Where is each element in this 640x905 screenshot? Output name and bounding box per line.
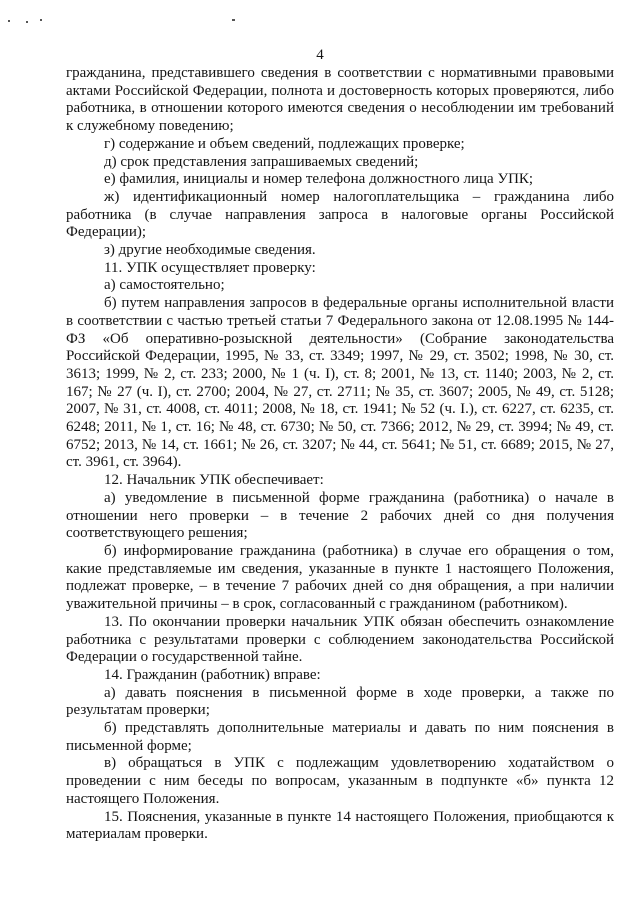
scan-speck	[40, 19, 42, 21]
paragraph: 14. Гражданин (работник) вправе:	[104, 666, 321, 683]
paragraph: 13. По окончании проверки начальник УПК обязан обеспечить ознакомление работника с результатами проверки с соблюдением законодательства Российской Федерации о государственной тайне.	[66, 613, 614, 666]
scan-speck	[232, 19, 235, 21]
paragraph: 15. Пояснения, указанные в пункте 14 настоящего Положения, приобщаются к материалам проверки.	[66, 808, 614, 843]
paragraph: а) самостоятельно;	[104, 277, 225, 294]
paragraph: гражданина, представившего сведения в соответствии с нормативными правовыми актами Российской Федерации, полнота и достоверность которых проверяются, либо работника, в отношении которого имеются сведения о несоблюдении им требований к служебному поведению;	[66, 65, 614, 135]
paragraph: б) путем направления запросов в федеральные органы исполнительной власти в соответствии с частью третьей статьи 7 Федерального закона от 12.08.1995 № 144-ФЗ «Об оперативно-розыскной деятельности» (Собрание законодательства Российской Федерации, 1995, № 33, ст. 3349; 1997, № 29, ст. 3502; 1998, № 30, ст. 3613; 1999, № 2, ст. 233; 2000, № 1 (ч. I), ст. 8; 2001, № 13, ст. 1140; 2003, № 2, ст. 167; № 27 (ч. I), ст. 2700; 2004, № 27, ст. 2711; № 35, ст. 3607; 2005, № 49, ст. 5128; 2007, № 31, ст. 4008, ст. 4011; 2008, № 18, ст. 1941; № 52 (ч. I.), ст. 6227, ст. 6235, ст. 6248; 2011, № 1, ст. 16; № 48, ст. 6730; № 50, ст. 7366; 2012, № 29, ст. 3994; № 49, ст. 6752; 2013, № 14, ст. 1661; № 26, ст. 3207; № 44, ст. 5641; № 51, ст. 6689; 2015, № 27, ст. 3961, ст. 3964).	[66, 295, 614, 471]
paragraph: а) уведомление в письменной форме гражданина (работника) о начале в отношении него проверки – в течение 2 рабочих дней со дня получения соответствующего решения;	[66, 489, 614, 542]
scan-speck	[26, 21, 28, 23]
paragraph: в) обращаться в УПК с подлежащим удовлетворению ходатайством о проведении с ним беседы по вопросам, указанным в подпункте «б» пункта 12 настоящего Положения.	[66, 755, 614, 807]
paragraph: б) представлять дополнительные материалы и давать по ним пояснения в письменной форме;	[66, 720, 614, 754]
paragraph: 11. УПК осуществляет проверку:	[104, 259, 316, 276]
scan-speck	[8, 20, 10, 22]
document-body	[66, 65, 614, 844]
paragraph: е) фамилия, инициалы и номер телефона должностного лица УПК;	[104, 171, 534, 188]
page-number: 4	[316, 47, 324, 63]
paragraph: г) содержание и объем сведений, подлежащих проверке;	[104, 135, 465, 152]
paragraph: 12. Начальник УПК обеспечивает:	[104, 472, 324, 489]
paragraph: з) другие необходимые сведения.	[104, 242, 316, 259]
paragraph: б) информирование гражданина (работника) в случае его обращения о том, какие представляемые им сведения, указанные в пункте 1 настоящего Положения, подлежат проверке, – в течение 7 рабочих дней со дня обращения, а при наличии уважительной причины – в срок, согласованный с гражданином (работником).	[66, 542, 614, 613]
paragraph: ж) идентификационный номер налогоплательщика – гражданина либо работника (в случае направления запроса в налоговые органы Российской Федерации);	[66, 188, 614, 241]
paragraph: а) давать пояснения в письменной форме в ходе проверки, а также по результатам проверки;	[66, 684, 614, 719]
paragraph: д) срок представления запрашиваемых сведений;	[104, 153, 419, 170]
